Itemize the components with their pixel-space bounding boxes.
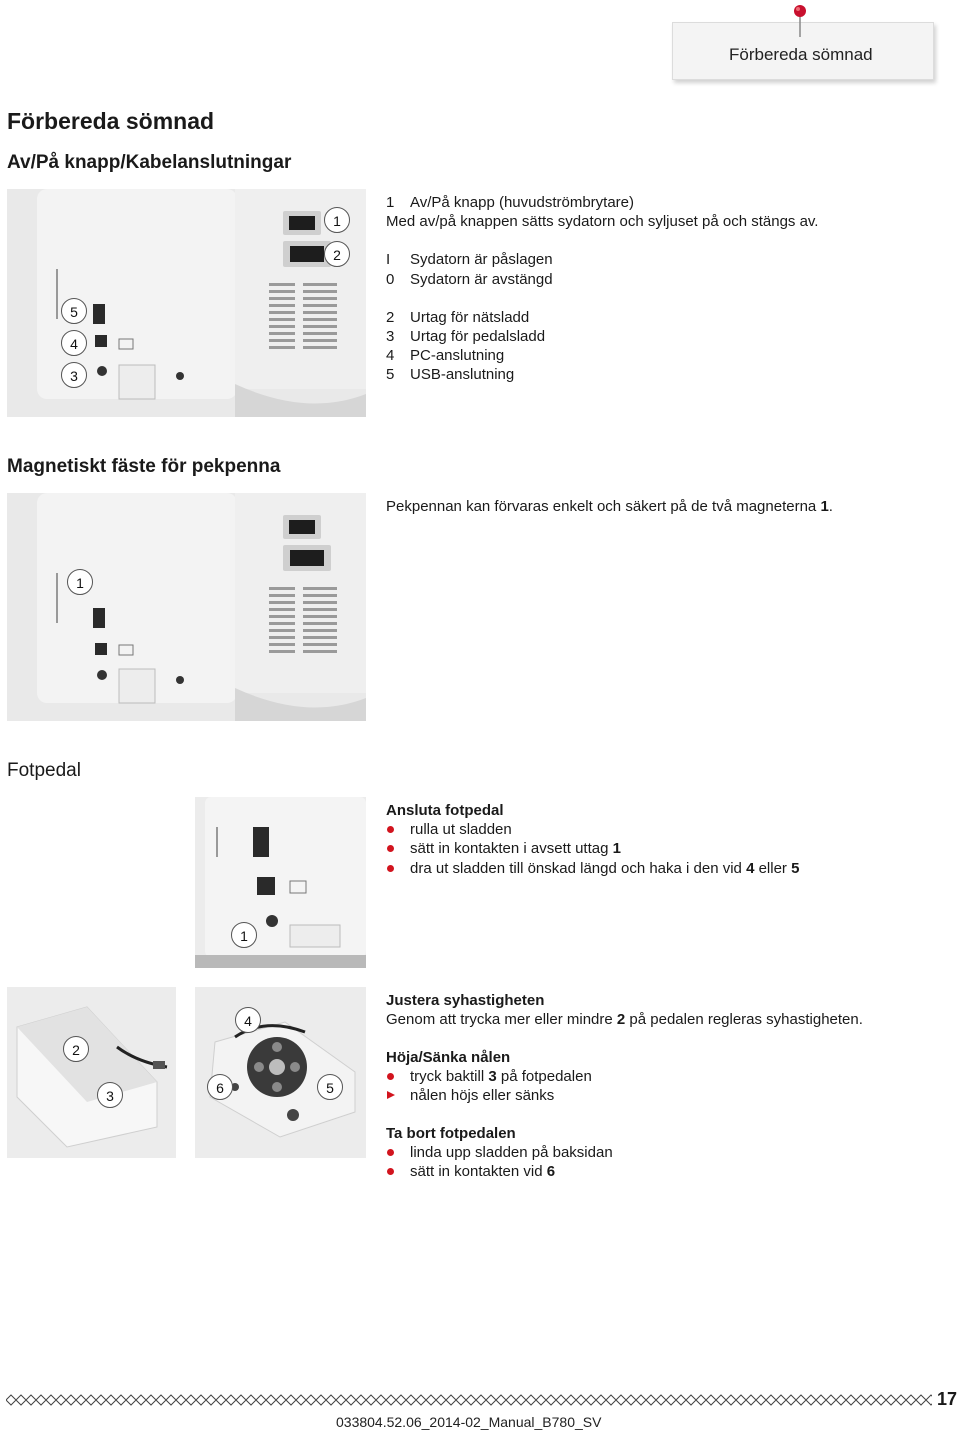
needle-heading: Höja/Sänka nålen [386,1049,511,1066]
callout-6: 6 [207,1074,233,1100]
connect-heading: Ansluta fotpedal [386,802,504,819]
legend-row: 3 Urtag för pedalsladd [386,328,546,346]
legend-row: 4 PC-anslutning [386,347,505,365]
decorative-border [6,1393,932,1407]
machine-magnet-drawing [7,493,366,721]
callout-2: 2 [63,1036,89,1062]
list-item: rulla ut sladden [386,820,799,839]
bullet-dot-icon [387,826,394,833]
machine-side-drawing [7,189,366,417]
bullet-dot-icon [387,845,394,852]
pushpin-icon [793,4,807,38]
legend-row: 2 Urtag för nätsladd [386,308,530,326]
bullet-dot-icon [387,1149,394,1156]
callout-4: 4 [235,1007,261,1033]
machine-magnet-photo [7,493,366,721]
pedal-underside-drawing [195,987,366,1158]
list-item: nålen höjs eller sänks [386,1086,592,1105]
foot-pedal-photo [7,987,176,1158]
legend-row: 1 Av/På knapp (huvudströmbrytare) [386,194,634,211]
connect-pedal-instructions [386,801,799,878]
legend-row: 0 Sydatorn är avstängd [386,270,553,288]
bullet-dot-icon [387,1073,394,1080]
header-tab-title: Förbereda sömnad [729,45,873,64]
callout-2: 2 [324,241,350,267]
callout-3: 3 [61,362,87,388]
result-arrow-icon [387,1091,395,1099]
speed-heading: Justera syhastigheten [386,992,545,1009]
legend-row: Med av/på knappen sätts sydatorn och syljuset på och stängs av. [386,213,819,231]
section-title-pedal: Fotpedal [7,760,81,781]
bullet-dot-icon [387,1168,394,1175]
callout-5: 5 [61,298,87,324]
callout-3: 3 [97,1082,123,1108]
machine-side-photo [7,189,366,417]
document-code: 033804.52.06_2014-02_Manual_B780_SV [336,1414,602,1430]
legend-row: I Sydatorn är påslagen [386,251,553,269]
section-title-magnet: Magnetiskt fäste för pekpenna [7,456,281,477]
page-number: 17 [937,1389,958,1409]
callout-5: 5 [317,1074,343,1100]
callout-1: 1 [231,922,257,948]
list-item: dra ut sladden till önskad längd och haka i den vid 4 eller 5 [386,859,799,878]
legend-row: 5 USB-anslutning [386,366,515,384]
list-item: sätt in kontakten vid 6 [386,1162,613,1181]
list-item: tryck baktill 3 på fotpedalen [386,1067,592,1086]
needle-instructions [386,1048,592,1106]
pedal-socket-drawing [195,797,366,968]
power-legend [386,193,818,385]
callout-1: 1 [67,569,93,595]
foot-pedal-drawing [7,987,176,1158]
section-title-power: Av/På knapp/Kabelanslutningar [7,152,292,173]
remove-pedal-instructions [386,1124,613,1182]
bullet-dot-icon [387,865,394,872]
pedal-socket-photo [195,797,366,968]
callout-1: 1 [324,207,350,233]
list-item: linda upp sladden på baksidan [386,1143,613,1162]
speed-instructions: Justera syhastigheten Genom att trycka mer eller mindre 2 på pedalen regleras syhastigheten. [386,992,863,1029]
callout-4: 4 [61,330,87,356]
pedal-underside-photo [195,987,366,1158]
list-item: sätt in kontakten i avsett uttag 1 [386,839,799,858]
magnet-description: Pekpennan kan förvaras enkelt och säkert på de två magneterna 1. [386,498,833,515]
page-title: Förbereda sömnad [7,108,215,134]
remove-heading: Ta bort fotpedalen [386,1125,516,1142]
